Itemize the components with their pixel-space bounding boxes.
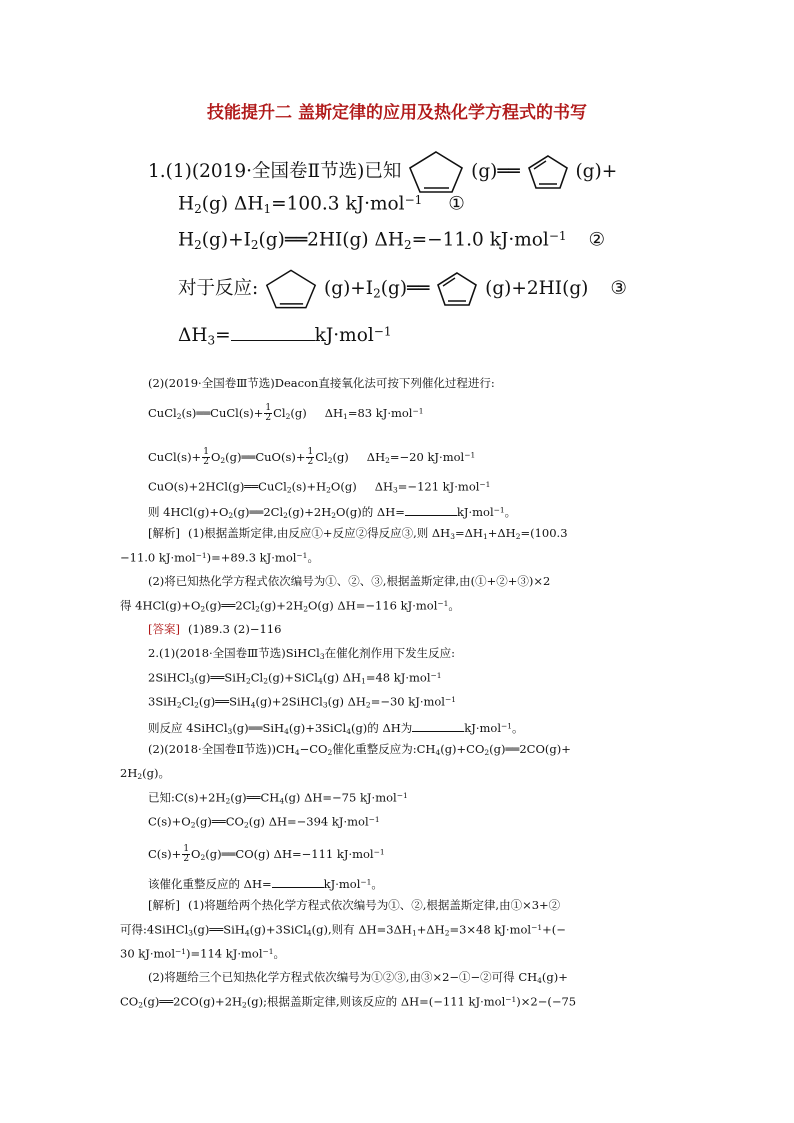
q1-line5: $\Delta H_3= kJ\cdot mol^{-1}$ [178,322,392,347]
q2-known-2: $C(s)+O_2(g)══CO_2(g)$ ΔH=−394 kJ·mol$^{-1}$ [148,814,380,830]
cyclopentadiene-ring-icon [526,154,570,190]
cyclopentadiene-ring-icon [435,271,479,307]
solution-1-line-a: [解析] (1)根据盖斯定律,由反应①+反应②得反应③,则 $\Delta H_3=\Delta H_1+\Delta H_2=(100.3$ [148,526,568,542]
q2-reaction-1: $2SiHCl_3(g)══SiH_2Cl_2(g)+SiCl_4(g)$ $\Delta H_1=48$ kJ·mol$^{-1}$ [148,670,442,686]
q2-question-1: 则反应 4SiHCl$_3$(g)══SiH$_4$(g)+3SiCl$_4$(g)的 ΔH为 kJ·mol$^{-1}$。 [148,721,524,737]
q2-known-3: C(s)+ $\frac{1}{2}$ $O_2(g)══CO(g)$ ΔH=−111 kJ·mol$^{-1}$ [148,844,385,865]
cyclopentene-ring-icon [264,268,318,310]
q2-known-1: 已知$:C(s)+2H_2(g)══CH_4(g)$ ΔH=−75 kJ·mol$^{-1}$ [148,790,408,806]
solution-2-line-a: [解析] (1)将题给两个热化学方程式依次编号为①、②,根据盖斯定律,由①×3+② [148,898,561,912]
q1-line1: 1.(1)(2019·全国卷Ⅱ节选)已知 (g)══ (g)+ [148,150,617,194]
solution-2-line-c: 30 kJ·mol$^{-1}$)=114 kJ·mol$^{-1}$。 [120,946,286,961]
q2-reaction-2: $3SiH_2Cl_2(g)══SiH_4(g)+2SiHCl_3(g)$ $\Delta H_2=-30$ kJ·mol$^{-1}$ [148,694,457,710]
q1-2-reaction-1: CuCl$_2$(s)══CuCl(s)+ $\frac{1}{2}$ $Cl_2(g)$ $\Delta H_1=83$ kJ·mol$^{-1}$ [148,403,424,424]
solution-2-line-e: $CO_2(g)══2CO(g)+2H_2(g)$;根据盖斯定律,则该反应的 ΔH=(−111 kJ·mol$^{-1}$)×2−(−75 [120,994,577,1010]
solution-1-line-b: −11.0 kJ·mol$^{-1}$)=+89.3 kJ·mol$^{-1}$。 [120,550,319,565]
q1-2-reaction-3: $CuO(s)+2HCl(g)══CuCl_2(s)+H_2O(g)$ $\Delta H_3=-121$ kJ·mol$^{-1}$ [148,479,491,495]
q1-line4: 对于反应: $(g)+I_2(g)══$ (g)+2HI(g) ③ [178,268,627,310]
solution-1-line-d: 得 $4HCl(g)+O_2(g)══2Cl_2(g)+2H_2O(g)$ ΔH=−116 kJ·mol$^{-1}$。 [120,598,460,614]
q1-line2: $H_2(g)$ $\Delta H_1=100.3$ kJ·mol$^{-1}$ ① [178,193,465,216]
q1-2-reaction-2: CuCl(s)+ $\frac{1}{2}$ $O_2(g)══CuO(s)+$ $\frac{1}{2}$ $Cl_2(g)$ $\Delta H_2=-20$ kJ·mol$^{-1}$ [148,447,476,468]
solution-1-line-c: (2)将已知热化学方程式依次编号为①、②、③,根据盖斯定律,由(①+②+③)×2 [148,574,551,588]
q1-2-intro: (2)(2019·全国卷Ⅲ节选)Deacon直接氧化法可按下列催化过程进行: [148,376,495,390]
q2-2-intro-cont: $2H_2(g)$。 [120,766,170,782]
q2-question-2: 该催化重整反应的 ΔH= kJ·mol$^{-1}$。 [148,877,383,891]
analysis-label: [解析] [148,898,180,912]
answer-blank[interactable] [405,504,457,516]
answer-blank[interactable] [231,322,315,341]
analysis-label: [解析] [148,526,180,540]
q1-2-question: 则 $4HCl(g)+O_2(g)══2Cl_2(g)+2H_2O(g)$的 ΔH= kJ·mol$^{-1}$。 [148,505,517,521]
solution-2-line-b: 可得:4SiHCl$_3$(g)══SiH$_4$(g)+3SiCl$_4$(g),则有 $\Delta H=3\Delta H_1+\Delta H_2=3\times 48$ kJ·mol$^{-1}$+(− [120,922,566,938]
q1-line3: $H_2(g)+I_2(g)══2HI(g)$ $\Delta H_2=-11.0$ kJ·mol$^{-1}$ ② [178,229,606,252]
solution-2-line-d: (2)将题给三个已知热化学方程式依次编号为①②③,由③×2−①−②可得 $CH_4(g)+$ [148,970,568,986]
q2-line1: 2.(1)(2018·全国卷Ⅲ节选)SiHCl$_3$在催化剂作用下发生反应: [148,646,455,662]
page-title: 技能提升二 盖斯定律的应用及热化学方程式的书写 [207,103,587,123]
answer-1: [答案] (1)89.3 (2)−116 [148,622,282,636]
cyclopentene-ring-icon [407,150,465,194]
answer-label: [答案] [148,622,180,636]
answer-blank[interactable] [272,876,324,888]
answer-blank[interactable] [412,720,464,732]
q2-2-intro: (2)(2018·全国卷Ⅱ节选))$CH_4-CO_2$催化重整反应为$:CH_4(g)+CO_2(g)══2CO(g)+$ [148,742,571,758]
